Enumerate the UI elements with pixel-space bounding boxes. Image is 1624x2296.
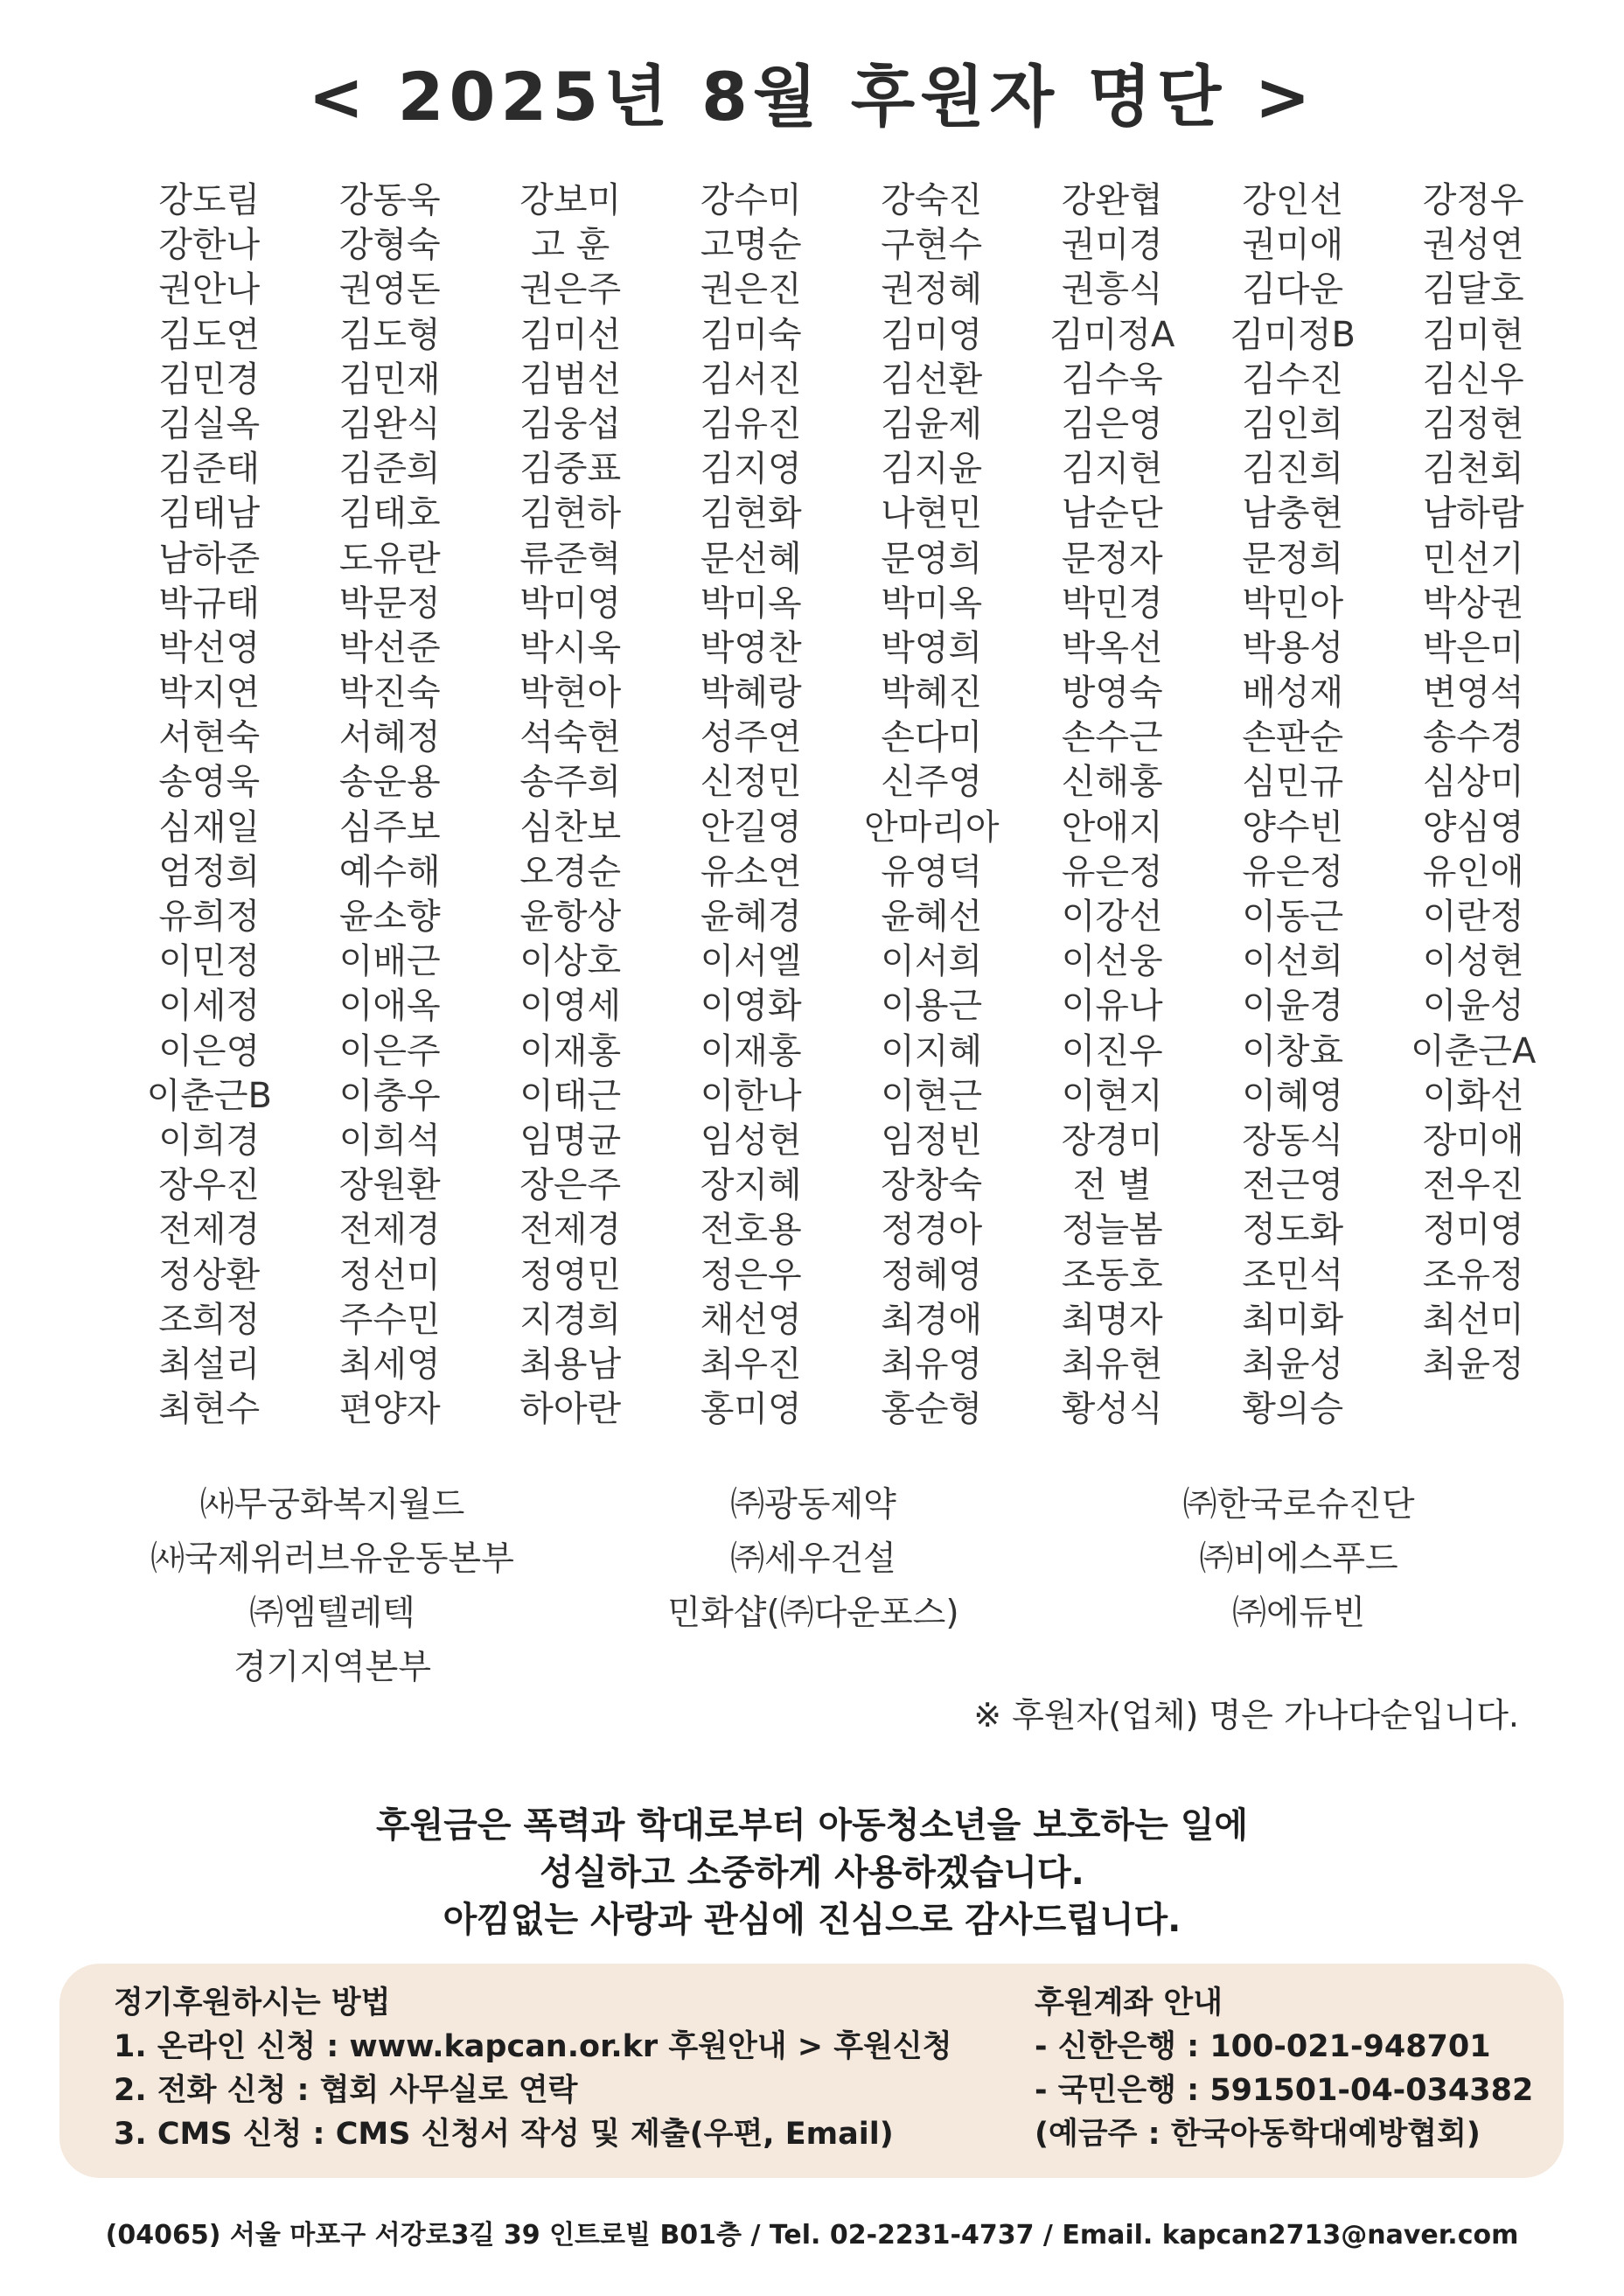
donor-name: 김현하 xyxy=(519,493,622,534)
page-title: < 2025년 8월 후원자 명단 > xyxy=(308,58,1316,136)
donor-name: 김미선 xyxy=(519,314,622,355)
donor-name: 박시욱 xyxy=(519,627,622,668)
donor-name: 권영돈 xyxy=(338,269,441,311)
donor-name: 주수민 xyxy=(338,1299,441,1340)
donor-name: 남순단 xyxy=(1061,493,1163,534)
donor-name: 이재홍 xyxy=(519,1030,622,1071)
donor-name: 최경애 xyxy=(881,1299,983,1340)
donor-name-grid xyxy=(119,178,1562,1432)
donor-name: 신정민 xyxy=(700,762,802,803)
donor-name: 김수진 xyxy=(1242,359,1344,400)
donor-name: 최현수 xyxy=(158,1389,261,1430)
donor-name: 변영석 xyxy=(1422,673,1524,714)
sort-order-note: ※ 후원자(업체) 명은 가나다순입니다. xyxy=(973,1696,1519,1734)
donor-name: 이애옥 xyxy=(338,986,441,1027)
donor-name: 김도형 xyxy=(338,314,441,355)
donor-name: 박용성 xyxy=(1242,627,1344,668)
donor-name: 김미현 xyxy=(1422,314,1524,355)
donor-name: 송운용 xyxy=(338,762,441,803)
donor-name: 장동식 xyxy=(1242,1120,1344,1161)
shinhan-account-line: - 신한은행 : 100-021-948701 xyxy=(1035,2029,1491,2064)
organization-name: 민화샵(㈜다운포스) xyxy=(667,1594,959,1633)
donor-name: 최선미 xyxy=(1422,1299,1524,1340)
donor-name: 강숙진 xyxy=(881,180,983,220)
donor-name: 최윤정 xyxy=(1422,1343,1524,1385)
donor-name: 권은주 xyxy=(519,269,622,311)
donor-name: 박영희 xyxy=(881,627,983,668)
donor-name: 박지연 xyxy=(158,673,261,714)
donor-name: 이선웅 xyxy=(1061,941,1163,982)
donor-name: 김미정A xyxy=(1049,314,1175,355)
donor-name: 강한나 xyxy=(158,225,261,266)
donor-name: 김태남 xyxy=(158,493,261,534)
donor-name: 권미경 xyxy=(1061,225,1163,266)
donor-name: 김지윤 xyxy=(881,449,983,490)
organization-name: ㈜엠텔레텍 xyxy=(249,1594,415,1633)
donor-name: 홍미영 xyxy=(700,1389,802,1430)
donor-name: 전우진 xyxy=(1422,1165,1524,1206)
donor-name: 김웅섭 xyxy=(519,403,622,444)
donor-name: 박미영 xyxy=(519,583,622,624)
donor-name: 손판순 xyxy=(1242,717,1344,758)
donor-name: 박선준 xyxy=(338,627,441,668)
donor-name: 유은정 xyxy=(1061,851,1163,892)
account-info-section xyxy=(1035,1981,1533,2156)
donor-name: 문선혜 xyxy=(700,538,802,579)
donor-name: 나현민 xyxy=(881,493,983,534)
organization-name: ㈔무궁화복지월드 xyxy=(199,1485,465,1525)
donor-name: 권은진 xyxy=(700,269,802,311)
donor-name: 정미영 xyxy=(1422,1210,1524,1251)
donor-name: 김유진 xyxy=(700,403,802,444)
organization-column-1 xyxy=(144,1478,520,1695)
donor-name: 정상환 xyxy=(158,1254,261,1295)
donor-name: 도유란 xyxy=(338,538,441,579)
donor-name: 김수욱 xyxy=(1061,359,1163,400)
donor-name: 유은정 xyxy=(1242,851,1344,892)
donor-name: 김중표 xyxy=(519,449,622,490)
account-holder-line: (예금주 : 한국아동학대예방협회) xyxy=(1035,2117,1481,2152)
donor-name: 정늘봄 xyxy=(1061,1210,1163,1251)
donor-name: 이현근 xyxy=(881,1075,983,1116)
donor-name: 정영민 xyxy=(519,1254,622,1295)
organization-name: ㈜에듀빈 xyxy=(1231,1594,1366,1633)
donor-name: 이란정 xyxy=(1422,897,1524,937)
donor-name: 이희석 xyxy=(338,1120,441,1161)
donor-name: 조희정 xyxy=(158,1299,261,1340)
donor-name: 이혜영 xyxy=(1242,1075,1344,1116)
donor-name: 박옥선 xyxy=(1061,627,1163,668)
donor-name: 정도화 xyxy=(1242,1210,1344,1251)
donor-name: 권미애 xyxy=(1242,225,1344,266)
donor-name: 김신우 xyxy=(1422,359,1524,400)
thank-you-line: 성실하고 소중하게 사용하겠습니다. xyxy=(540,1853,1084,1893)
donor-name: 김정현 xyxy=(1422,403,1524,444)
donor-name: 박영찬 xyxy=(700,627,802,668)
donor-name: 강도림 xyxy=(158,180,261,220)
donor-name: 박은미 xyxy=(1422,627,1524,668)
donor-name: 김선환 xyxy=(881,359,983,400)
donor-name: 최윤성 xyxy=(1242,1343,1344,1385)
donor-name: 양수빈 xyxy=(1242,806,1344,848)
donor-name: 이선희 xyxy=(1242,941,1344,982)
donor-name: 강수미 xyxy=(700,180,802,220)
donor-name: 이영세 xyxy=(519,986,622,1027)
donor-name: 박문정 xyxy=(338,583,441,624)
donor-name: 이서희 xyxy=(881,941,983,982)
donor-name: 이태근 xyxy=(519,1075,622,1116)
donor-name: 최우진 xyxy=(700,1343,802,1385)
donor-name: 전호용 xyxy=(700,1210,802,1251)
donor-name: 유소연 xyxy=(700,851,802,892)
donor-name: 김은영 xyxy=(1061,403,1163,444)
donor-name: 민선기 xyxy=(1422,538,1524,579)
donor-name: 박미옥 xyxy=(881,583,983,624)
donor-name: 심재일 xyxy=(158,806,261,848)
donor-name: 이은영 xyxy=(158,1030,261,1071)
donor-name: 김미정B xyxy=(1230,314,1356,355)
donor-name: 박규태 xyxy=(158,583,261,624)
donor-name: 최유영 xyxy=(881,1343,983,1385)
donor-name: 유영덕 xyxy=(881,851,983,892)
support-info-box xyxy=(59,1964,1564,2178)
donor-name: 전제경 xyxy=(158,1210,261,1251)
donor-name: 송영욱 xyxy=(158,762,261,803)
donor-name: 이지혜 xyxy=(881,1030,983,1071)
donor-name: 고명순 xyxy=(700,225,802,266)
donor-name: 편양자 xyxy=(338,1389,441,1430)
donor-name: 이서엘 xyxy=(700,941,802,982)
donor-name: 박혜진 xyxy=(881,673,983,714)
donor-name: 전제경 xyxy=(519,1210,622,1251)
donor-name: 강인선 xyxy=(1242,180,1344,220)
donor-name: 송수경 xyxy=(1422,717,1524,758)
donor-name: 오경순 xyxy=(519,851,622,892)
donor-name: 권정혜 xyxy=(881,269,983,311)
donor-name: 이희경 xyxy=(158,1120,261,1161)
donor-name: 안마리아 xyxy=(863,806,1000,848)
donor-name: 하아란 xyxy=(519,1389,622,1430)
donor-name: 예수해 xyxy=(338,851,441,892)
donor-name: 김준태 xyxy=(158,449,261,490)
donor-name: 정선미 xyxy=(338,1254,441,1295)
account-info-heading: 후원계좌 안내 xyxy=(1035,1985,1223,2020)
online-signup-line: 1. 온라인 신청 : www.kapcan.or.kr 후원안내 > 후원신청 xyxy=(114,2029,952,2064)
cms-signup-line: 3. CMS 신청 : CMS 신청서 작성 및 제출(우편, Email) xyxy=(114,2117,894,2152)
donor-name: 성주연 xyxy=(700,717,802,758)
donor-name: 이춘근A xyxy=(1411,1030,1537,1071)
donor-name: 조유정 xyxy=(1422,1254,1524,1295)
donor-name: 장은주 xyxy=(519,1165,622,1206)
donor-name: 김태호 xyxy=(338,493,441,534)
donor-name: 조민석 xyxy=(1242,1254,1344,1295)
donor-name: 유희정 xyxy=(158,897,261,937)
donor-name: 최유현 xyxy=(1061,1343,1163,1385)
donor-name: 정혜영 xyxy=(881,1254,983,1295)
donor-name: 김미숙 xyxy=(700,314,802,355)
donor-name: 문영희 xyxy=(881,538,983,579)
donor-name: 최용남 xyxy=(519,1343,622,1385)
donor-name: 임정빈 xyxy=(881,1120,983,1161)
donor-name: 전근영 xyxy=(1242,1165,1344,1206)
thank-you-message xyxy=(0,1802,1624,1944)
donor-name: 최명자 xyxy=(1061,1299,1163,1340)
donor-name: 박민아 xyxy=(1242,583,1344,624)
donor-name: 조동호 xyxy=(1061,1254,1163,1295)
donor-name: 심주보 xyxy=(338,806,441,848)
donor-name: 신주영 xyxy=(881,762,983,803)
donor-name: 서혜정 xyxy=(338,717,441,758)
organization-column-2 xyxy=(630,1478,997,1641)
donor-name: 손수근 xyxy=(1061,717,1163,758)
donor-name: 장지혜 xyxy=(700,1165,802,1206)
donor-name: 송주희 xyxy=(519,762,622,803)
donor-name: 장창숙 xyxy=(881,1165,983,1206)
regular-support-heading: 정기후원하시는 방법 xyxy=(114,1985,391,2020)
donor-name: 전 별 xyxy=(1072,1165,1152,1206)
donor-name: 김준희 xyxy=(338,449,441,490)
donor-name: 안길영 xyxy=(700,806,802,848)
donor-name: 박민경 xyxy=(1061,583,1163,624)
donor-name: 김진희 xyxy=(1242,449,1344,490)
donor-name: 엄정희 xyxy=(158,851,261,892)
donor-name: 윤혜경 xyxy=(700,897,802,937)
donor-name: 강완협 xyxy=(1061,180,1163,220)
donor-name: 홍순형 xyxy=(881,1389,983,1430)
organization-name: ㈔국제위러브유운동본부 xyxy=(150,1539,514,1579)
donor-name: 서현숙 xyxy=(158,717,261,758)
donor-name: 윤소향 xyxy=(338,897,441,937)
donor-name: 정은우 xyxy=(700,1254,802,1295)
donor-name: 강동욱 xyxy=(338,180,441,220)
donor-name: 이윤경 xyxy=(1242,986,1344,1027)
donor-name: 김실옥 xyxy=(158,403,261,444)
donor-name: 박상권 xyxy=(1422,583,1524,624)
donor-name: 이세정 xyxy=(158,986,261,1027)
donor-name: 남하람 xyxy=(1422,493,1524,534)
donor-name: 장경미 xyxy=(1061,1120,1163,1161)
donor-name: 이은주 xyxy=(338,1030,441,1071)
donor-name: 임명균 xyxy=(519,1120,622,1161)
donor-name: 장미애 xyxy=(1422,1120,1524,1161)
donor-name: 이영화 xyxy=(700,986,802,1027)
donor-name: 채선영 xyxy=(700,1299,802,1340)
donor-name: 윤혜선 xyxy=(881,897,983,937)
donor-name: 김미영 xyxy=(881,314,983,355)
donor-name: 문정자 xyxy=(1061,538,1163,579)
donor-name: 손다미 xyxy=(881,717,983,758)
donor-name: 박혜랑 xyxy=(700,673,802,714)
thank-you-line: 아낌없는 사랑과 관심에 진심으로 감사드립니다. xyxy=(443,1900,1181,1940)
donor-name: 최세영 xyxy=(338,1343,441,1385)
contact-footer: (04065) 서울 마포구 서강로3길 39 인트로빌 B01층 / Tel. 02-2231-4737 / Email. kapcan2713@naver.com xyxy=(105,2220,1519,2251)
donor-name: 구현수 xyxy=(881,225,983,266)
donor-name: 김도연 xyxy=(158,314,261,355)
organization-name: ㈜한국로슈진단 xyxy=(1182,1485,1415,1525)
donor-name: 지경희 xyxy=(519,1299,622,1340)
donor-name: 장우진 xyxy=(158,1165,261,1206)
donor-name: 김다운 xyxy=(1242,269,1344,311)
donor-name: 이한나 xyxy=(700,1075,802,1116)
donor-name: 박현아 xyxy=(519,673,622,714)
donor-name: 이동근 xyxy=(1242,897,1344,937)
donor-name: 이성현 xyxy=(1422,941,1524,982)
donor-name: 김범선 xyxy=(519,359,622,400)
donor-name: 이강선 xyxy=(1061,897,1163,937)
phone-signup-line: 2. 전화 신청 : 협회 사무실로 연락 xyxy=(114,2073,578,2108)
donor-name: 김달호 xyxy=(1422,269,1524,311)
thank-you-line: 후원금은 폭력과 학대로부터 아동청소년을 보호하는 일에 xyxy=(376,1805,1248,1846)
organization-column-3 xyxy=(1137,1478,1460,1641)
donor-name: 방영숙 xyxy=(1061,673,1163,714)
donor-name: 김민경 xyxy=(158,359,261,400)
donor-name: 김지현 xyxy=(1061,449,1163,490)
donor-name: 황의승 xyxy=(1242,1389,1344,1430)
donor-name: 김천회 xyxy=(1422,449,1524,490)
donor-name: 고 훈 xyxy=(531,225,610,266)
organization-name: 경기지역본부 xyxy=(233,1648,432,1687)
donor-name: 김지영 xyxy=(700,449,802,490)
donor-name: 이상호 xyxy=(519,941,622,982)
donor-name: 이충우 xyxy=(338,1075,441,1116)
donor-name: 김윤제 xyxy=(881,403,983,444)
donor-name: 김민재 xyxy=(338,359,441,400)
donor-name: 최미화 xyxy=(1242,1299,1344,1340)
donor-name: 이창효 xyxy=(1242,1030,1344,1071)
regular-support-section xyxy=(114,1981,952,2156)
donor-name: 남충현 xyxy=(1242,493,1344,534)
donor-name: 이진우 xyxy=(1061,1030,1163,1071)
donor-name: 배성재 xyxy=(1242,673,1344,714)
donor-name: 박진숙 xyxy=(338,673,441,714)
donor-name: 김현화 xyxy=(700,493,802,534)
donor-name: 이윤성 xyxy=(1422,986,1524,1027)
donor-name: 석숙현 xyxy=(519,717,622,758)
donor-name: 권안나 xyxy=(158,269,261,311)
organization-name: ㈜광동제약 xyxy=(730,1485,896,1525)
donor-name: 김서진 xyxy=(700,359,802,400)
donor-name: 강보미 xyxy=(519,180,622,220)
donor-name: 안애지 xyxy=(1061,806,1163,848)
donor-name: 심상미 xyxy=(1422,762,1524,803)
donor-name: 장원환 xyxy=(338,1165,441,1206)
donor-name: 전제경 xyxy=(338,1210,441,1251)
donor-name: 정경아 xyxy=(881,1210,983,1251)
donor-name: 윤항상 xyxy=(519,897,622,937)
donor-name: 이춘근B xyxy=(146,1075,272,1116)
donor-name: 임성현 xyxy=(700,1120,802,1161)
donor-name: 권성연 xyxy=(1422,225,1524,266)
donor-name: 이현지 xyxy=(1061,1075,1163,1116)
donor-name: 이민정 xyxy=(158,941,261,982)
donor-name: 박선영 xyxy=(158,627,261,668)
donor-name: 심민규 xyxy=(1242,762,1344,803)
donor-name: 양심영 xyxy=(1422,806,1524,848)
donor-name: 문정희 xyxy=(1242,538,1344,579)
donor-name: 유인애 xyxy=(1422,851,1524,892)
organization-name: ㈜비에스푸드 xyxy=(1199,1539,1398,1579)
donor-name: 이배근 xyxy=(338,941,441,982)
donor-name: 이용근 xyxy=(881,986,983,1027)
kookmin-account-line: - 국민은행 : 591501-04-034382 xyxy=(1035,2073,1534,2108)
donor-name: 김완식 xyxy=(338,403,441,444)
donor-name: 황성식 xyxy=(1061,1389,1163,1430)
donor-name: 이유나 xyxy=(1061,986,1163,1027)
donor-name: 심찬보 xyxy=(519,806,622,848)
organization-name: ㈜세우건설 xyxy=(730,1539,896,1579)
donor-name: 김인희 xyxy=(1242,403,1344,444)
donor-name: 권흥식 xyxy=(1061,269,1163,311)
donor-name: 강형숙 xyxy=(338,225,441,266)
donor-name: 이재홍 xyxy=(700,1030,802,1071)
donor-name: 박미옥 xyxy=(700,583,802,624)
donor-name: 최설리 xyxy=(158,1343,261,1385)
donor-name: 신해홍 xyxy=(1061,762,1163,803)
donor-name: 강정우 xyxy=(1422,180,1524,220)
donor-name: 류준혁 xyxy=(519,538,622,579)
donor-name: 남하준 xyxy=(158,538,261,579)
donor-name: 이화선 xyxy=(1422,1075,1524,1116)
